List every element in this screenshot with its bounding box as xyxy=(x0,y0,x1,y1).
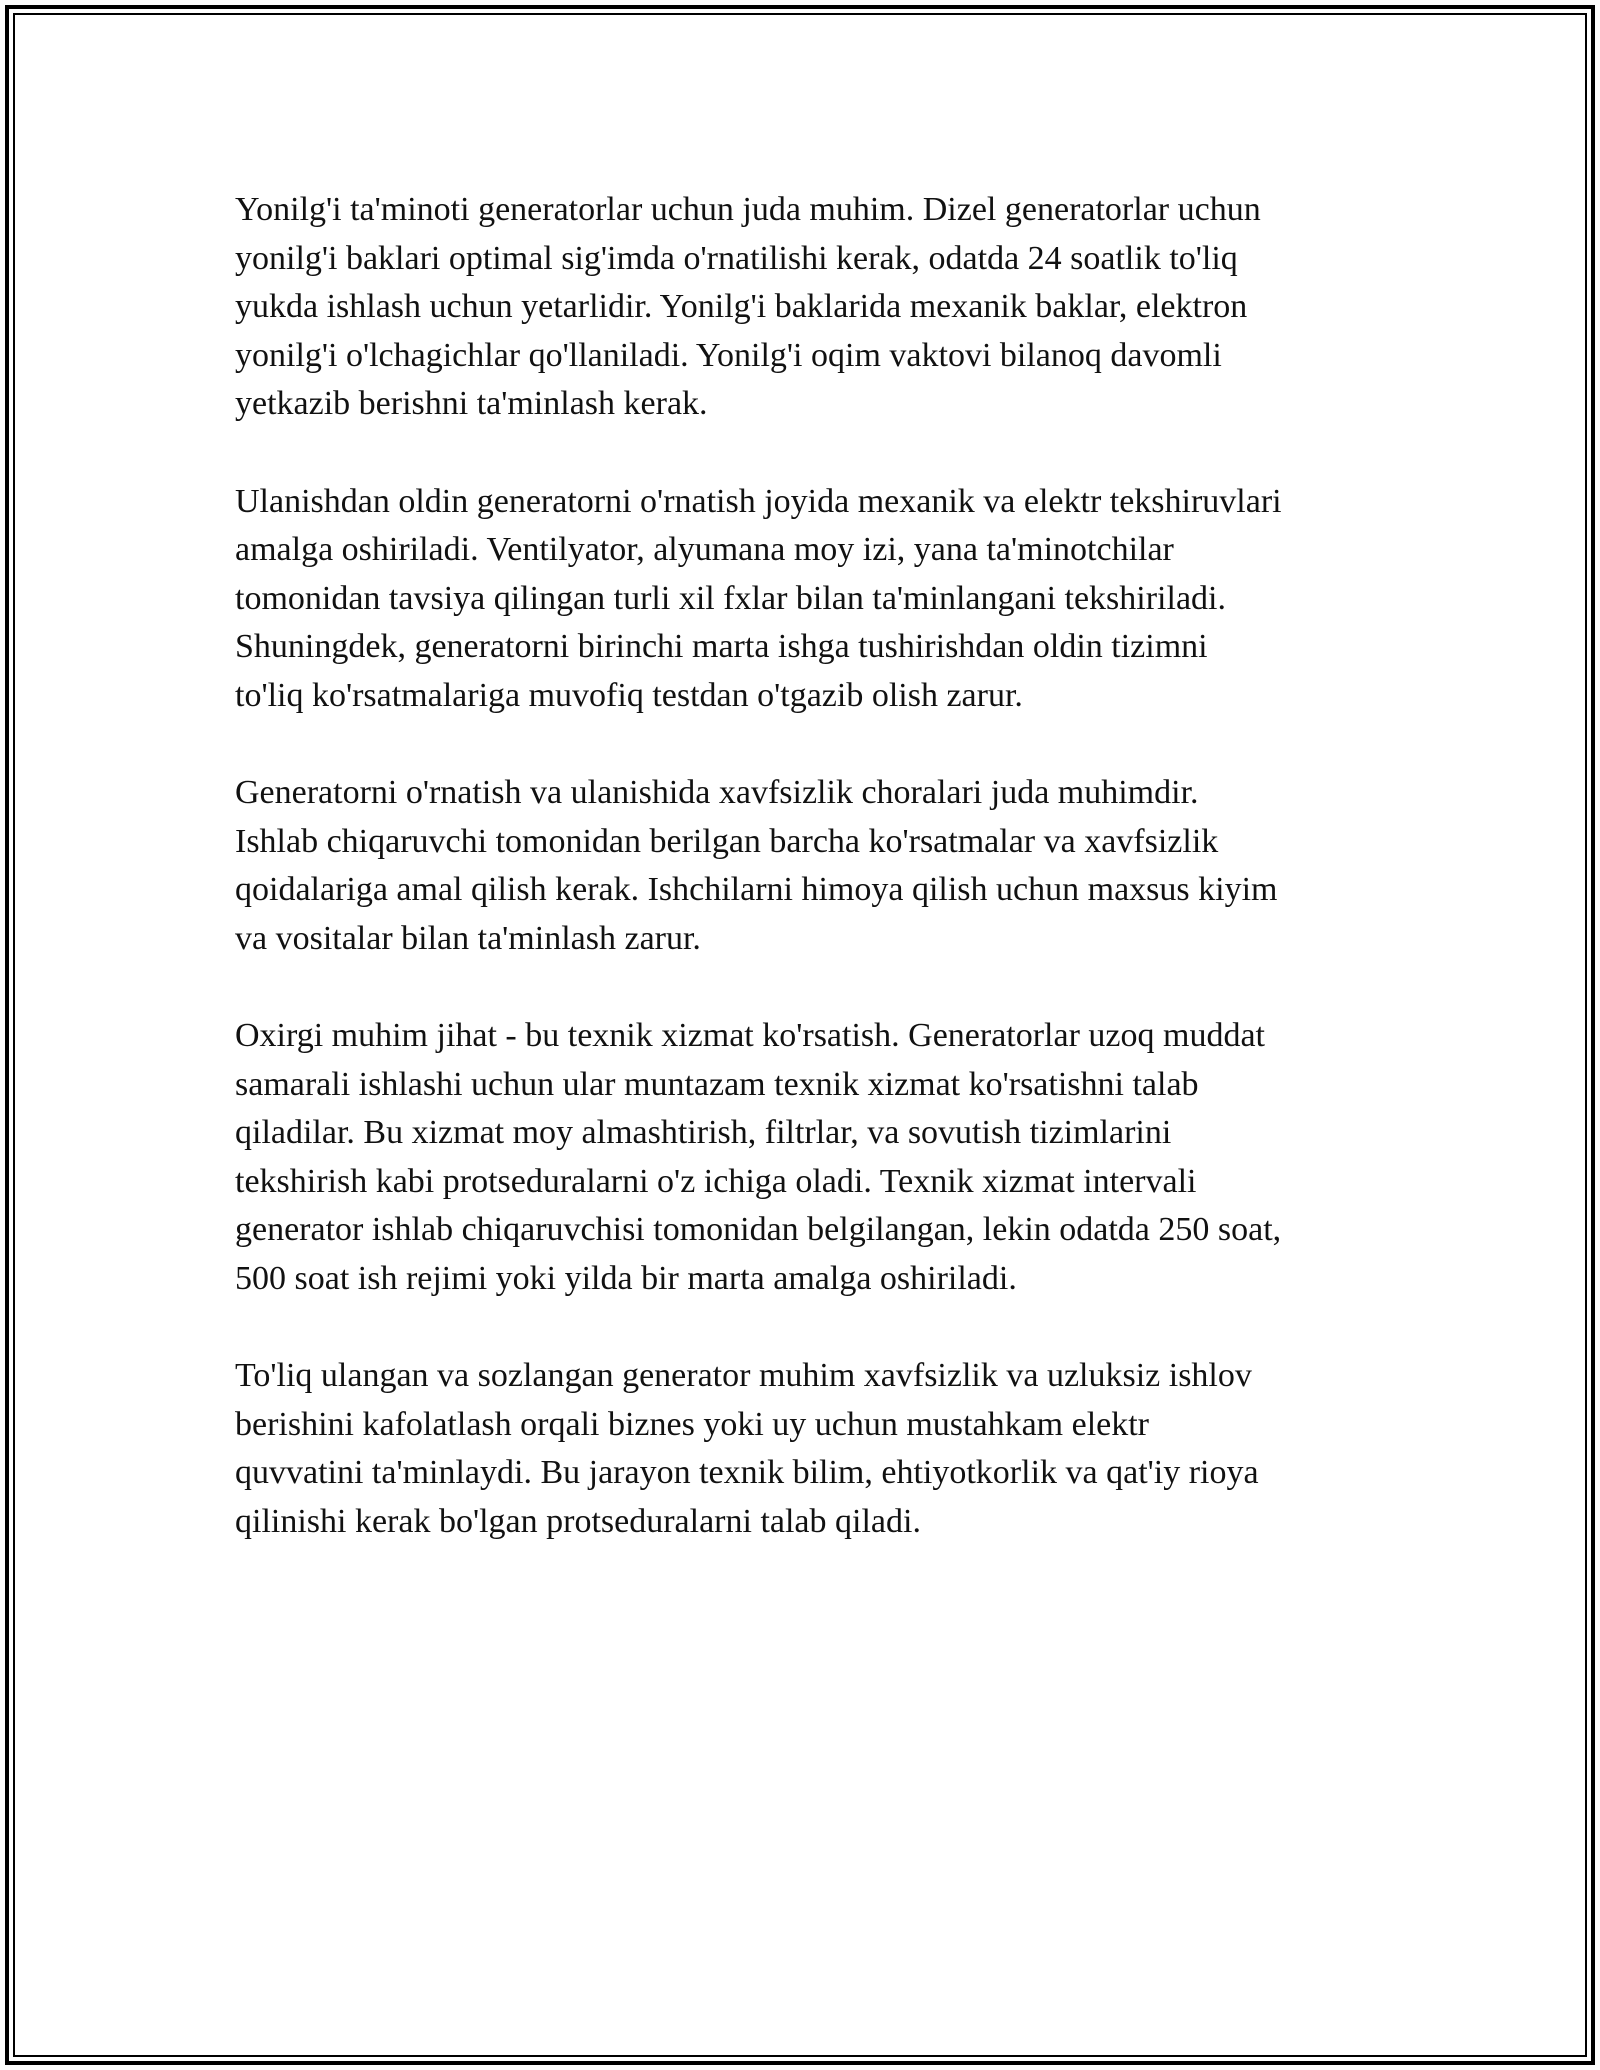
paragraph-safety-measures xyxy=(235,769,1375,963)
paragraph-fuel-supply xyxy=(235,186,1375,429)
text-line: To'liq ulangan va sozlangan generator muhim xavfsizlik va uzluksiz ishlov xyxy=(235,1357,1252,1394)
text-line: generator ishlab chiqaruvchisi tomonidan belgilangan, lekin odatda 250 soat, xyxy=(235,1211,1282,1248)
text-line: quvvatini ta'minlaydi. Bu jarayon texnik bilim, ehtiyotkorlik va qat'iy rioya xyxy=(235,1454,1259,1491)
text-line: tekshirish kabi protseduralarni o'z ichiga oladi. Texnik xizmat intervali xyxy=(235,1162,1197,1200)
text-line: amalga oshiriladi. Ventilyator, alyumana moy izi, yana ta'minotchilar xyxy=(235,531,1174,568)
text-line: berishini kafolatlash orqali biznes yoki uy uchun mustahkam elektr xyxy=(235,1405,1149,1443)
document-body xyxy=(235,186,1375,1595)
paragraph-conclusion xyxy=(235,1352,1375,1546)
text-line: yonilg'i baklari optimal sig'imda o'rnatilishi kerak, odatda 24 soatlik to'liq xyxy=(235,239,1238,277)
text-line: Ishlab chiqaruvchi tomonidan berilgan barcha ko'rsatmalar va xavfsizlik xyxy=(235,822,1219,860)
text-line: to'liq ko'rsatmalariga muvofiq testdan o'tgazib olish zarur. xyxy=(235,676,1023,714)
paragraph-maintenance xyxy=(235,1012,1375,1303)
text-line: Oxirgi muhim jihat - bu texnik xizmat ko'rsatish. Generatorlar uzoq muddat xyxy=(235,1017,1265,1054)
text-line: yonilg'i o'lchagichlar qo'llaniladi. Yonilg'i oqim vaktovi bilanoq davomli xyxy=(235,336,1222,374)
text-line: 500 soat ish rejimi yoki yilda bir marta amalga oshiriladi. xyxy=(235,1259,1017,1297)
text-line: qiladilar. Bu xizmat moy almashtirish, filtrlar, va sovutish tizimlarini xyxy=(235,1114,1172,1151)
text-line: qoidalariga amal qilish kerak. Ishchilarni himoya qilish uchun maxsus kiyim xyxy=(235,871,1278,908)
text-line: va vositalar bilan ta'minlash zarur. xyxy=(235,919,701,957)
text-line: Generatorni o'rnatish va ulanishida xavfsizlik choralari juda muhimdir. xyxy=(235,774,1199,811)
text-line: qilinishi kerak bo'lgan protseduralarni talab qiladi. xyxy=(235,1502,921,1540)
text-line: yukda ishlash uchun yetarlidir. Yonilg'i baklarida mexanik baklar, elektron xyxy=(235,288,1248,325)
text-line: tomonidan tavsiya qilingan turli xil fxlar bilan ta'minlangani tekshiriladi. xyxy=(235,579,1226,617)
paragraph-pre-connection-checks xyxy=(235,478,1375,721)
text-line: Shuningdek, generatorni birinchi marta ishga tushirishdan oldin tizimni xyxy=(235,628,1208,665)
text-line: Yonilg'i ta'minoti generatorlar uchun juda muhim. Dizel generatorlar uchun xyxy=(235,191,1261,228)
text-line: samarali ishlashi uchun ular muntazam texnik xizmat ko'rsatishni talab xyxy=(235,1065,1199,1103)
text-line: yetkazib berishni ta'minlash kerak. xyxy=(235,385,708,422)
text-line: Ulanishdan oldin generatorni o'rnatish joyida mexanik va elektr tekshiruvlari xyxy=(235,482,1282,520)
